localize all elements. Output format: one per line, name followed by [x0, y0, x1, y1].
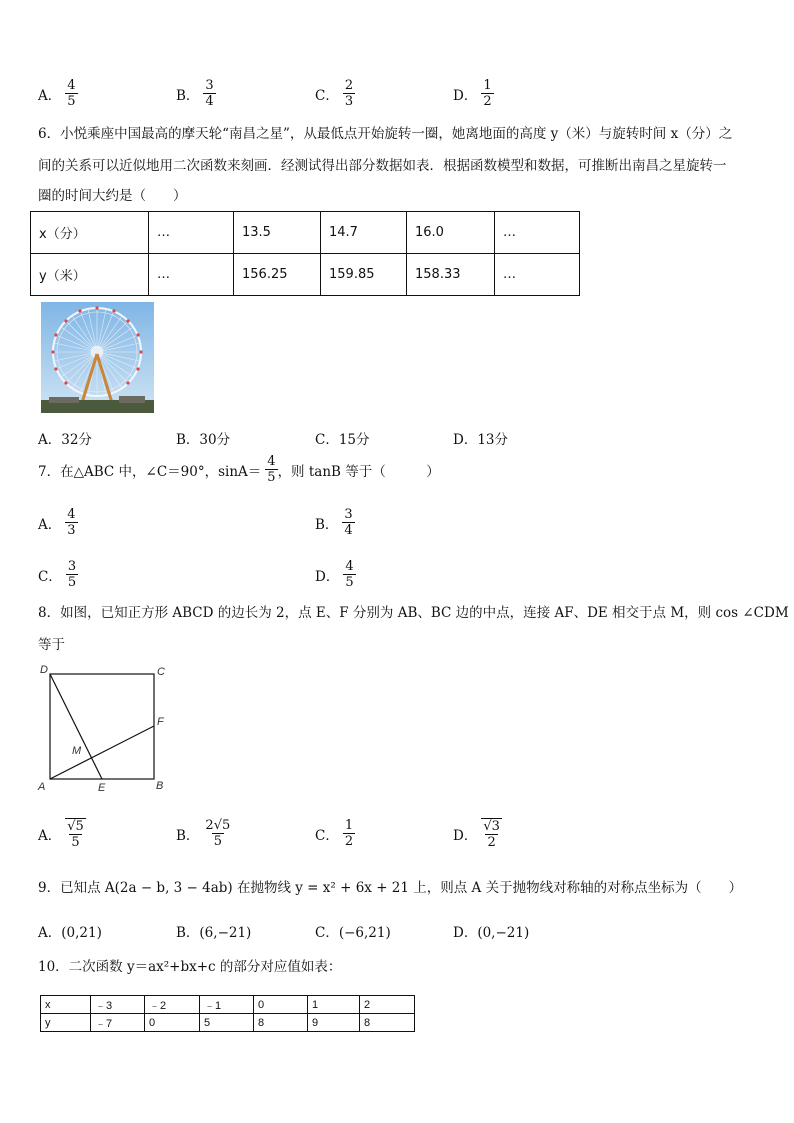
- q6-line3: 圈的时间大约是（ ）: [38, 188, 187, 204]
- ferris-wheel-photo: [41, 302, 154, 413]
- q7-stem: 7．在△ABC 中，∠C＝90°，sinA＝ $\frac{4}{5}$ ，则 tanB 等于（ ）: [38, 454, 440, 485]
- fraction: $\frac{4}{5}$: [345, 559, 354, 590]
- table-row: y（米） … 156.25 159.85 158.33 …: [31, 254, 580, 296]
- q8-line2: 等于: [38, 637, 65, 653]
- q7-option-b: B． $\frac{3}{4}$: [315, 507, 353, 538]
- q6-line1: 6．小悦乘座中国最高的摩天轮“南昌之星”，从最低点开始旋转一圈，她离地面的高度 y（米）与旋转时间 x（分）之: [38, 126, 733, 142]
- q9-option-b: B．(6,−21): [176, 925, 252, 941]
- q8-option-b: B． $\frac{2√5}{5}$: [176, 818, 231, 849]
- q7-option-c: C． $\frac{3}{5}$: [38, 559, 77, 590]
- q9-stem: 9．已知点 A(2a − b, 3 − 4ab) 在抛物线 y = x² + 6x + 21 上，则点 A 关于抛物线对称轴的对称点坐标为（ ）: [38, 880, 743, 896]
- q6-line2: 间的关系可以近似地用二次函数来刻画．经测试得出部分数据如表．根据函数模型和数据，可推断出南昌之星旋转一: [38, 158, 727, 174]
- q8-option-a: A． $\frac{√5}{5}$: [38, 819, 84, 850]
- point-label-a: A: [38, 781, 46, 793]
- q6-option-a: A．32分: [38, 432, 92, 448]
- q10-stem: 10．二次函数 y＝ax²+bx+c 的部分对应值如表：: [38, 959, 342, 975]
- table-row: x（分） … 13.5 14.7 16.0 …: [31, 212, 580, 254]
- q9-option-c: C．(−6,21): [315, 925, 391, 941]
- q8-option-d: D． $\frac{√3}{2}$: [453, 819, 500, 850]
- fraction: $\frac{4}{5}$: [67, 78, 76, 109]
- point-label-b: B: [156, 780, 164, 792]
- q6-option-b: B．30分: [176, 432, 231, 448]
- fraction: $\frac{3}{5}$: [67, 559, 77, 590]
- point-label-m: M: [72, 745, 82, 757]
- q8-option-c: C． $\frac{1}{2}$: [315, 818, 354, 849]
- q5-option-c: C． $\frac{2}{3}$: [315, 78, 354, 109]
- fraction: $\frac{1}{2}$: [344, 818, 354, 849]
- q8-line1: 8．如图，已知正方形 ABCD 的边长为 2，点 E、F 分别为 AB、BC 边的中点，连接 AF、DE 相交于点 M，则 cos ∠CDM: [38, 605, 789, 621]
- fraction: $\frac{4}{5}$: [267, 454, 276, 485]
- table-row: y ﹣7 0 5 8 9 8: [41, 1014, 415, 1032]
- fraction: $\frac{3}{4}$: [205, 78, 214, 109]
- table-row: x ﹣3 ﹣2 ﹣1 0 1 2: [41, 996, 415, 1014]
- q6-option-c: C．15分: [315, 432, 370, 448]
- q10-value-table: [40, 995, 415, 1032]
- q6-data-table: [30, 211, 580, 296]
- q5-option-d: D． $\frac{1}{2}$: [453, 78, 492, 109]
- q9-option-a: A．(0,21): [38, 925, 102, 941]
- point-label-c: C: [157, 666, 165, 678]
- point-label-e: E: [98, 782, 106, 794]
- q7-option-a: A． $\frac{4}{3}$: [38, 507, 76, 538]
- q5-option-a: A． $\frac{4}{5}$: [38, 78, 76, 109]
- q8-square-diagram: [36, 664, 172, 798]
- q9-option-d: D．(0,−21): [453, 925, 530, 941]
- fraction: $\frac{2}{3}$: [344, 78, 354, 109]
- fraction: $\frac{2√5}{5}$: [205, 818, 231, 849]
- q7-option-d: D． $\frac{4}{5}$: [315, 559, 354, 590]
- q5-option-b: B． $\frac{3}{4}$: [176, 78, 214, 109]
- fraction: $\frac{3}{4}$: [344, 507, 353, 538]
- fraction: $\frac{4}{3}$: [67, 507, 76, 538]
- fraction: $\frac{√5}{5}$: [67, 819, 84, 850]
- point-label-d: D: [40, 664, 48, 676]
- q6-option-d: D．13分: [453, 432, 509, 448]
- fraction: $\frac{√3}{2}$: [483, 819, 500, 850]
- fraction: $\frac{1}{2}$: [483, 78, 492, 109]
- point-label-f: F: [157, 716, 164, 728]
